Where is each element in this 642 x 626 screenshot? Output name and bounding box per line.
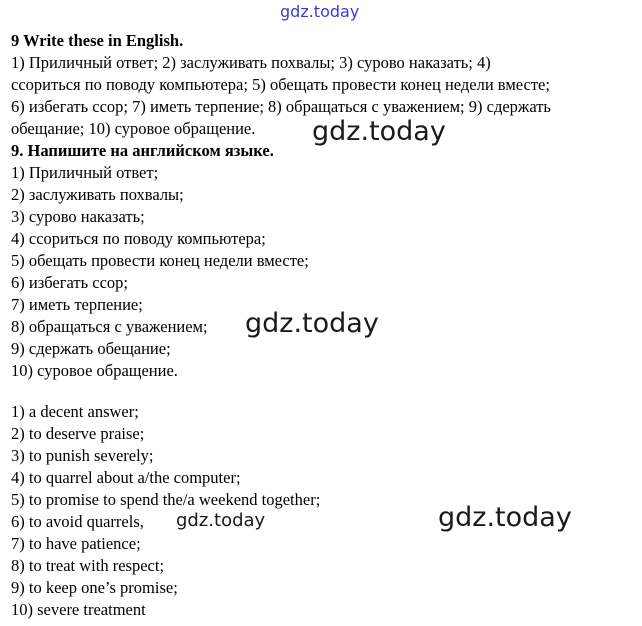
answer-item: 6) to avoid quarrels,: [11, 512, 144, 531]
task-ru-item: 9) сдержать обещание;: [11, 339, 171, 358]
answer-item: 10) severe treatment: [11, 600, 146, 619]
answer-item: 8) to treat with respect;: [11, 556, 165, 575]
answer-item: 3) to punish severely;: [11, 446, 154, 465]
task-ru-item: 3) сурово наказать;: [11, 207, 145, 226]
task-en-line: ссориться по поводу компьютера; 5) обещать провести конец недели вместе;: [11, 75, 550, 94]
task-en-line: 1) Приличный ответ; 2) заслуживать похвалы; 3) сурово наказать; 4): [11, 53, 491, 72]
header-watermark: gdz.today: [280, 2, 360, 21]
answer-item: 2) to deserve praise;: [11, 424, 145, 443]
task-ru-item: 8) обращаться с уважением;: [11, 317, 208, 336]
task-ru-item: 2) заслуживать похвалы;: [11, 185, 184, 204]
answer-item: 1) a decent answer;: [11, 402, 139, 421]
task-ru-item: 1) Приличный ответ;: [11, 163, 159, 182]
task-en-title: 9 Write these in English.: [11, 31, 184, 50]
answer-item: 9) to keep one’s promise;: [11, 578, 178, 597]
answers-block: [11, 401, 320, 621]
task-ru-item: 5) обещать провести конец недели вместе;: [11, 251, 309, 270]
task-en-line: обещание; 10) суровое обращение.: [11, 119, 256, 138]
watermark: gdz.today: [176, 510, 266, 531]
task-ru-title: 9. Напишите на английском языке.: [11, 141, 274, 160]
answer-item: 5) to promise to spend the/a weekend together;: [11, 490, 321, 509]
task-en-line: 6) избегать ссор; 7) иметь терпение; 8) обращаться с уважением; 9) сдержать: [11, 97, 551, 116]
task-ru-item: 4) ссориться по поводу компьютера;: [11, 229, 266, 248]
watermark: gdz.today: [245, 308, 379, 339]
answer-item: 4) to quarrel about a/the computer;: [11, 468, 241, 487]
task-ru-item: 7) иметь терпение;: [11, 295, 143, 314]
task-ru-item: 6) избегать ссор;: [11, 273, 128, 292]
answer-item: 7) to have patience;: [11, 534, 141, 553]
task-ru-block: [11, 140, 309, 382]
watermark: gdz.today: [438, 502, 572, 533]
task-ru-item: 10) суровое обращение.: [11, 361, 178, 380]
watermark: gdz.today: [312, 116, 446, 147]
